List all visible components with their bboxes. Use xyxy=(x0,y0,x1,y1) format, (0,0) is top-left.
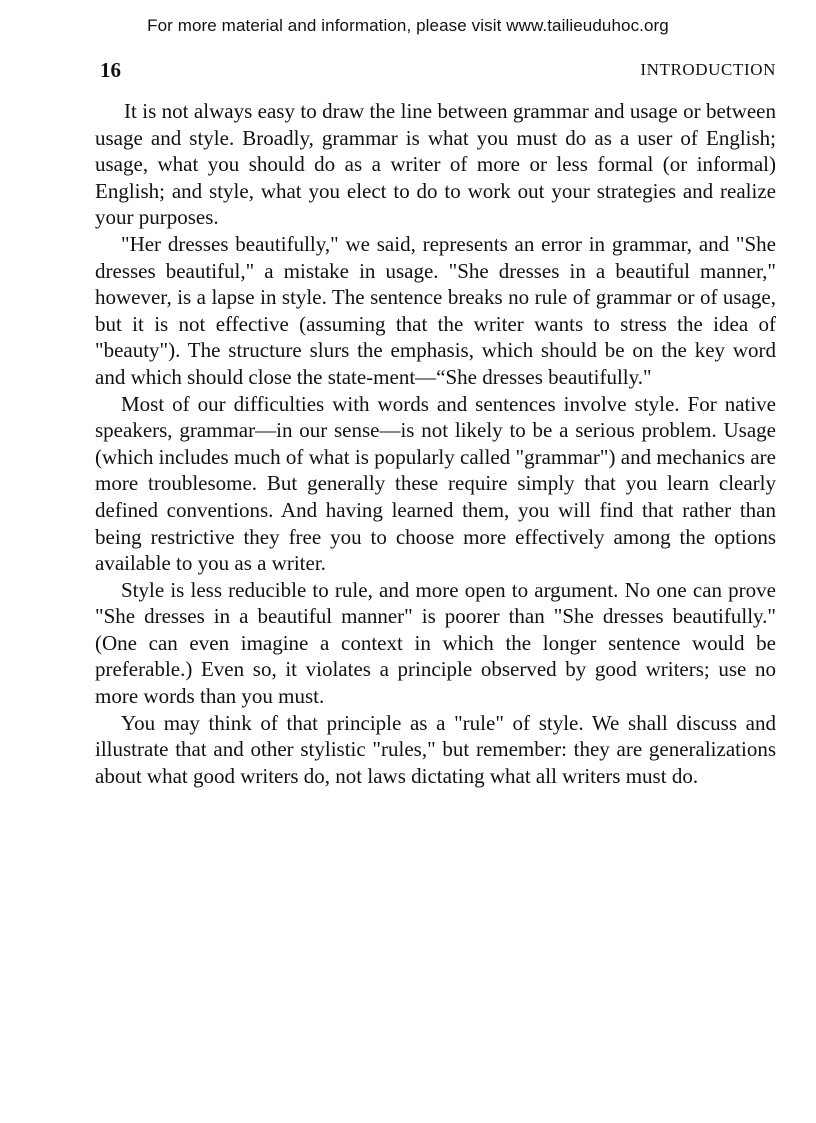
paragraph-2: "Her dresses beautifully," we said, represents an error in grammar, and "She dresses beautiful," a mistake in usage. "She dresses in a beautiful manner," however, is a lapse in style. The sentence breaks no rule of grammar or of usage, but it is not effective (assuming that the writer wants to stress the idea of "beauty"). The structure slurs the emphasis, which should be on the key word and which should close the state-ment—“She dresses beautifully." xyxy=(95,231,776,389)
page-number: 16 xyxy=(100,58,121,82)
paragraph-5: You may think of that principle as a "rule" of style. We shall discuss and illustrate that and other stylistic "rules," but remember: they are generalizations about what good writers do, not laws dictating what all writers must do. xyxy=(95,710,776,788)
website-banner: For more material and information, please visit www.tailieuduhoc.org xyxy=(147,16,669,35)
section-title: INTRODUCTION xyxy=(640,60,776,79)
paragraph-4: Style is less reducible to rule, and more open to argument. No one can prove "She dresses in a beautiful manner" is poorer than "She dresses beautifully." (One can even imagine a context in which the longer sentence would be preferable.) Even so, it violates a principle observed by good writers; use no more words than you must. xyxy=(95,577,776,709)
running-head xyxy=(100,58,776,84)
body-text xyxy=(95,98,776,789)
paragraph-1: It is not always easy to draw the line between grammar and usage or between usage and style. Broadly, grammar is what you must do as a user of English; usage, what you should do as a writer of more or less formal (or informal) English; and style, what you elect to do to work out your strategies and realize your purposes. xyxy=(95,99,776,230)
paragraph-3: Most of our difficulties with words and sentences involve style. For native speakers, grammar—in our sense—is not likely to be a serious problem. Usage (which includes much of what is popularly called "grammar") and mechanics are more troublesome. But generally these require simply that you learn clearly defined conventions. And having learned them, you will find that rather than being restrictive they free you to choose more effectively among the options available to you as a writer. xyxy=(95,391,776,576)
